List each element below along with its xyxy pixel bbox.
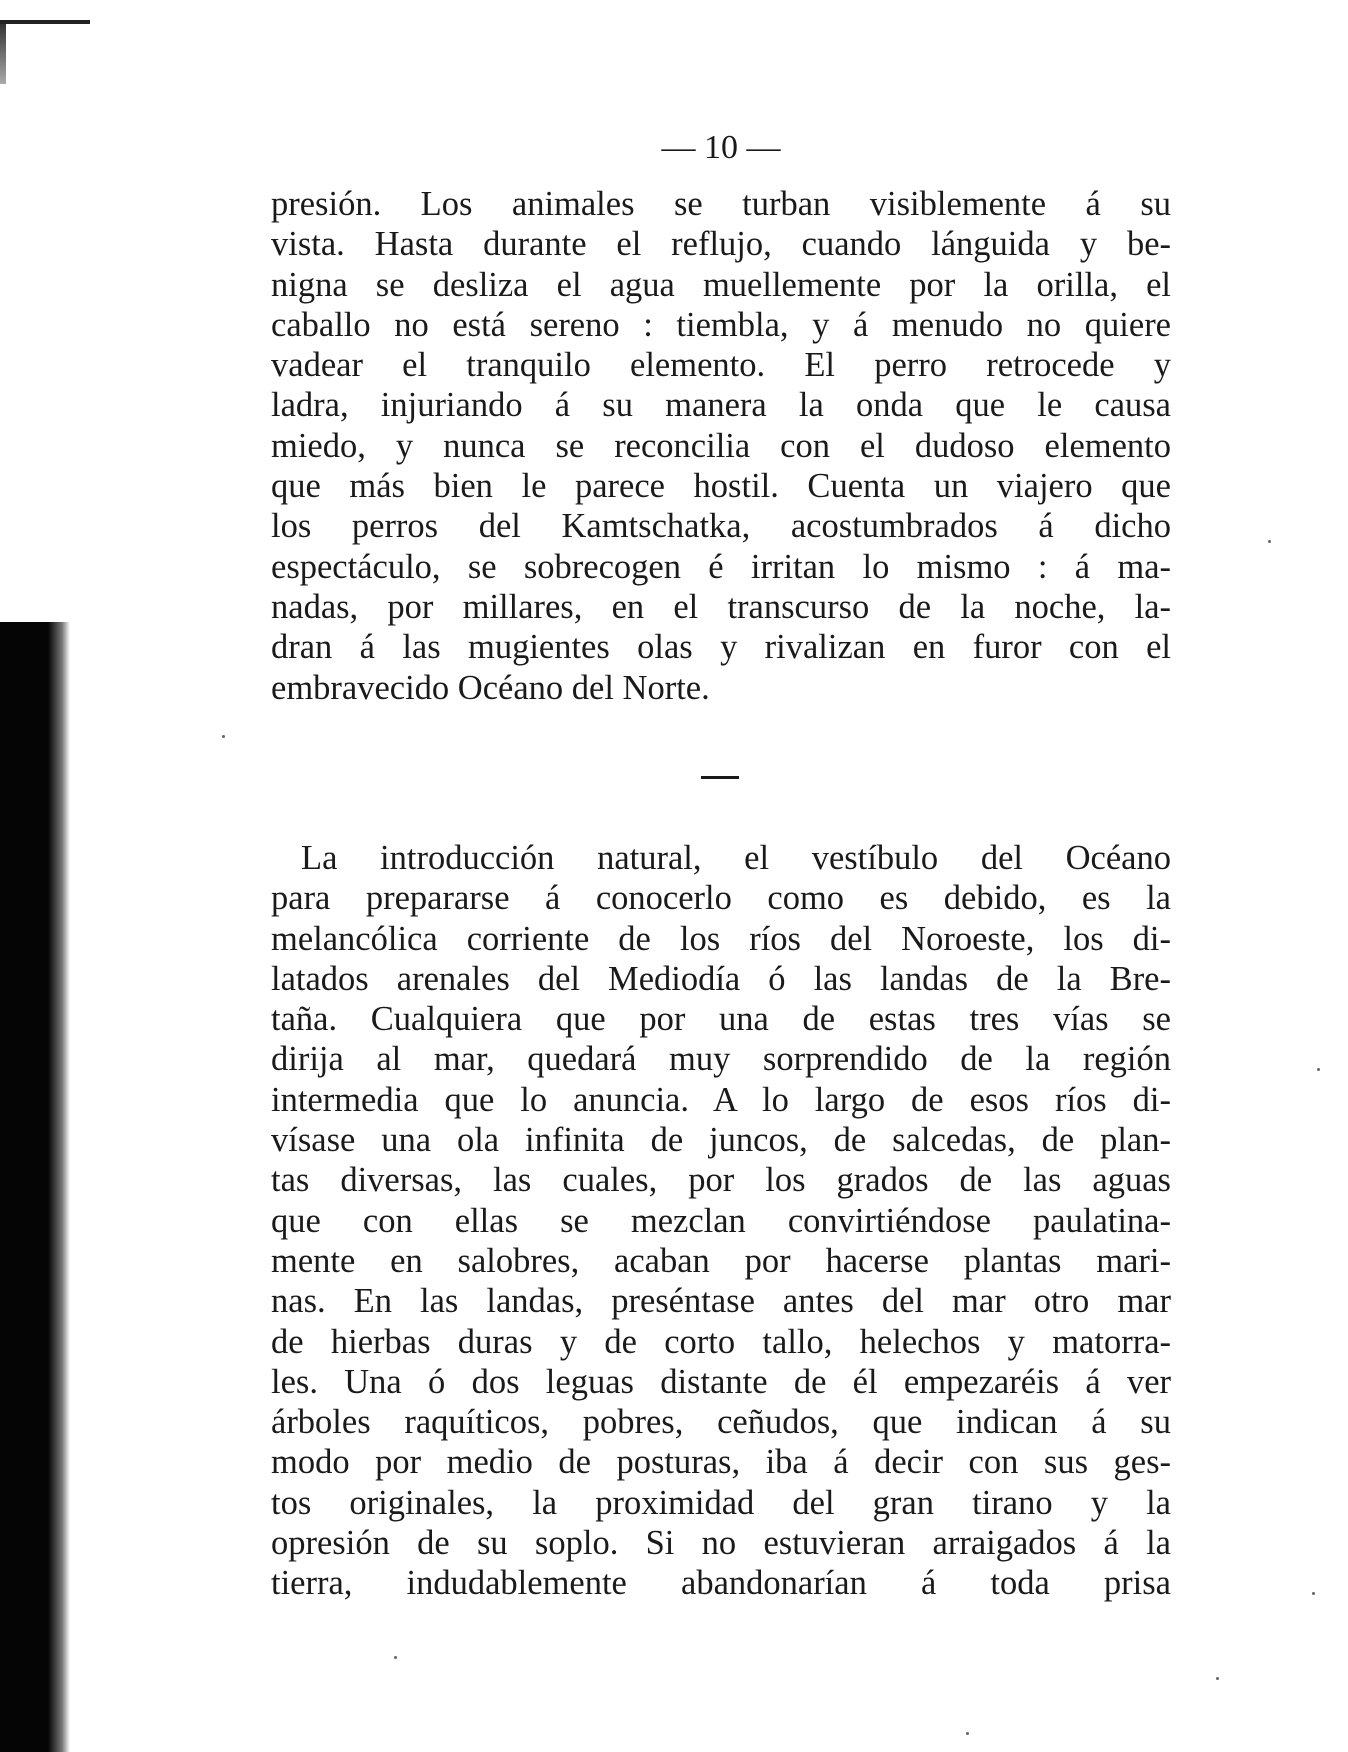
scan-border-top <box>0 20 90 24</box>
text-line: embravecido Océano del Norte. <box>271 668 710 707</box>
text-line: melancólica corriente de los ríos del Noroeste, los di- <box>271 919 1171 958</box>
text-line: mente en salobres, acaban por hacerse plantas mari- <box>271 1241 1171 1280</box>
text-line: nigna se desliza el agua muellemente por la orilla, el <box>271 265 1171 304</box>
text-line: espectáculo, se sobrecogen é irritan lo mismo : á ma- <box>271 547 1171 586</box>
text-line: dirija al mar, quedará muy sorprendido de la región <box>271 1040 1171 1079</box>
scan-speck <box>394 1656 397 1659</box>
paragraph-2 <box>271 838 1171 1604</box>
text-line: vísase una ola infinita de juncos, de salcedas, de plan- <box>271 1121 1171 1160</box>
scan-speck <box>966 1732 969 1735</box>
text-line: modo por medio de posturas, iba á decir con sus ges- <box>271 1443 1171 1482</box>
paragraph-1 <box>271 184 1171 708</box>
scan-speck <box>222 735 225 738</box>
page-number: — 10 — <box>661 129 781 166</box>
text-line: tos originales, la proximidad del gran tirano y la <box>271 1483 1171 1522</box>
text-line: vadear el tranquilo elemento. El perro retrocede y <box>271 346 1171 385</box>
scan-speck <box>1312 1592 1315 1595</box>
text-line: de hierbas duras y de corto tallo, helechos y matorra- <box>271 1322 1171 1361</box>
text-line: presión. Los animales se turban visiblemente á su <box>271 185 1171 223</box>
scan-speck <box>1216 1677 1219 1680</box>
scan-speck <box>1317 1068 1320 1071</box>
section-separator <box>701 776 739 779</box>
text-line: taña. Cualquiera que por una de estas tres vías se <box>271 1000 1171 1039</box>
text-line: La introducción natural, el vestíbulo del Océano <box>301 839 1171 877</box>
text-line: tas diversas, las cuales, por los grados de las aguas <box>271 1161 1171 1200</box>
text-line: intermedia que lo anuncia. A lo largo de esos ríos di- <box>271 1080 1171 1119</box>
text-line: les. Una ó dos leguas distante de él empezaréis á ver <box>271 1362 1171 1401</box>
text-line: que más bien le parece hostil. Cuenta un viajero que <box>271 467 1171 506</box>
text-line: opresión de su soplo. Si no estuvieran arraigados á la <box>271 1524 1171 1563</box>
text-line: los perros del Kamtschatka, acostumbrados á dicho <box>271 507 1171 546</box>
text-line: árboles raquíticos, pobres, ceñudos, que indican á su <box>271 1403 1171 1442</box>
text-line: dran á las mugientes olas y rivalizan en furor con el <box>271 628 1171 667</box>
text-line: vista. Hasta durante el reflujo, cuando lánguida y be- <box>271 225 1171 264</box>
text-line: tierra, indudablemente abandonarían á toda prisa <box>271 1564 1171 1603</box>
text-line: caballo no está sereno : tiembla, y á menudo no quiere <box>271 305 1171 344</box>
text-line: nadas, por millares, en el transcurso de la noche, la- <box>271 587 1171 626</box>
scan-border-left <box>0 622 70 1752</box>
scan-border-corner <box>0 24 6 84</box>
text-line: latados arenales del Mediodía ó las landas de la Bre- <box>271 959 1171 998</box>
text-line: ladra, injuriando á su manera la onda que le causa <box>271 386 1171 425</box>
text-line: miedo, y nunca se reconcilia con el dudoso elemento <box>271 426 1171 465</box>
scan-speck <box>1268 540 1271 543</box>
text-line: nas. En las landas, preséntase antes del mar otro mar <box>271 1282 1171 1321</box>
text-line: que con ellas se mezclan convirtiéndose paulatina- <box>271 1201 1171 1240</box>
text-line: para prepararse á conocerlo como es debido, es la <box>271 879 1171 918</box>
